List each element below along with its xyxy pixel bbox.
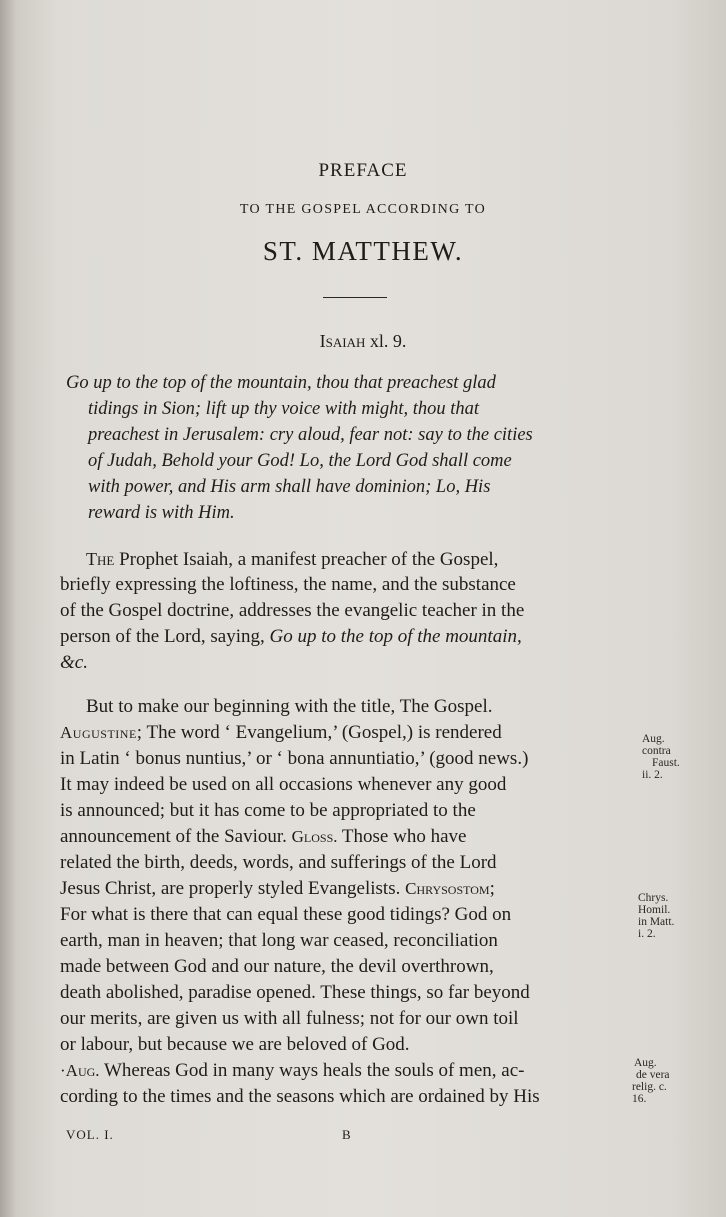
line-text: Whereas God in many ways heals the souls of men, ac- (99, 1060, 525, 1081)
paragraph-line: is announced; but it has come to be appropriated to the (60, 800, 476, 821)
line-text: Prophet Isaiah, a manifest preacher of the Gospel, (114, 549, 499, 570)
volume-signature: VOL. I. (66, 1127, 114, 1142)
paragraph-line: related the birth, deeds, words, and sufferings of the Lord (60, 852, 497, 873)
paragraph-line: in Latin ‘ bonus nuntius,’ or ‘ bona annuntiatio,’ (good news.) (60, 748, 529, 769)
paragraph-line: earth, man in heaven; that long war ceased, reconciliation (60, 930, 498, 951)
margin-note-line: i. 2. (638, 928, 656, 940)
small-caps-word: The (86, 549, 115, 569)
paragraph-line (60, 824, 640, 850)
margin-note-line: de vera (636, 1069, 670, 1081)
margin-note-line: ii. 2. (642, 769, 663, 781)
scripture-reference (0, 331, 726, 352)
reference-chapter-verse: xl. 9. (365, 331, 407, 351)
preface-subtitle: TO THE GOSPEL ACCORDING TO (239, 202, 487, 217)
author-attribution: Chrysostom (405, 879, 490, 898)
margin-note-line: contra (642, 745, 671, 757)
line-text: Jesus Christ, are properly styled Evangelists. (60, 878, 406, 899)
line-text: announcement of the Saviour. (60, 826, 292, 847)
italic-text: Go up to the top of the mountain, (269, 626, 522, 647)
gospel-name: ST. MATTHEW. (262, 236, 464, 266)
margin-note-line: Faust. (652, 757, 680, 769)
margin-note-augustine-2 (632, 1057, 670, 1105)
paragraph-line (60, 1058, 640, 1084)
quote-line: preachest in Jerusalem: cry aloud, fear not: say to the cities (88, 425, 533, 445)
paragraph-line: our merits, are given us with all fulness; not for our own toil (60, 1008, 519, 1029)
paragraph-line (60, 720, 640, 746)
line-text: person of the Lord, saying, (60, 626, 270, 647)
paragraph-line: or labour, but because we are beloved of God. (60, 1034, 410, 1055)
paragraph-line (60, 876, 640, 902)
margin-note-line: Homil. (638, 904, 671, 916)
paragraph-line: made between God and our nature, the devil overthrown, (60, 956, 494, 977)
paragraph-line: &c. (60, 652, 88, 673)
author-attribution: Gloss. (291, 827, 338, 846)
paragraph-line: briefly expressing the loftiness, the name, and the substance (60, 574, 516, 595)
author-attribution: ·Aug. (60, 1061, 100, 1080)
paragraph-line: But to make our beginning with the title, The Gospel. (86, 696, 493, 717)
paragraph-line: For what is there that can equal these good tidings? God on (60, 904, 512, 925)
quote-line: reward is with Him. (88, 503, 235, 523)
quote-line: with power, and His arm shall have dominion; Lo, His (88, 477, 491, 497)
paragraph-line: It may indeed be used on all occasions whenever any good (60, 774, 507, 795)
paragraph-line (86, 546, 666, 573)
quote-line: of Judah, Behold your God! Lo, the Lord God shall come (88, 451, 512, 471)
title-divider (323, 297, 387, 298)
line-text: Those who have (337, 826, 467, 847)
quote-line: tidings in Sion; lift up thy voice with might, thou that (88, 399, 480, 419)
margin-note-line: relig. c. (632, 1081, 667, 1093)
paragraph-line: of the Gospel doctrine, addresses the evangelic teacher in the (60, 600, 525, 621)
margin-note-line: Aug. (634, 1057, 657, 1069)
margin-note-chrysostom (638, 892, 674, 940)
margin-note-line: 16. (632, 1093, 647, 1105)
author-attribution: Augustine (60, 723, 137, 742)
margin-note-line: Chrys. (638, 892, 669, 904)
page-gutter-shadow (0, 0, 16, 1217)
paragraph-line: death abolished, paradise opened. These things, so far beyond (60, 982, 530, 1003)
preface-title: PREFACE (318, 160, 408, 181)
quote-line: Go up to the top of the mountain, thou that preachest glad (66, 373, 496, 393)
line-text: ; The word ‘ Evangelium,’ (Gospel,) is rendered (136, 722, 502, 743)
line-text: ; (489, 878, 495, 899)
margin-note-augustine (642, 733, 680, 781)
margin-note-line: in Matt. (638, 916, 675, 928)
paragraph-line: cording to the times and the seasons which are ordained by His (60, 1086, 540, 1107)
reference-book: Isaiah (319, 331, 366, 351)
margin-note-line: Aug. (642, 733, 665, 745)
paragraph-line (60, 624, 640, 650)
gathering-signature: B (342, 1127, 351, 1142)
